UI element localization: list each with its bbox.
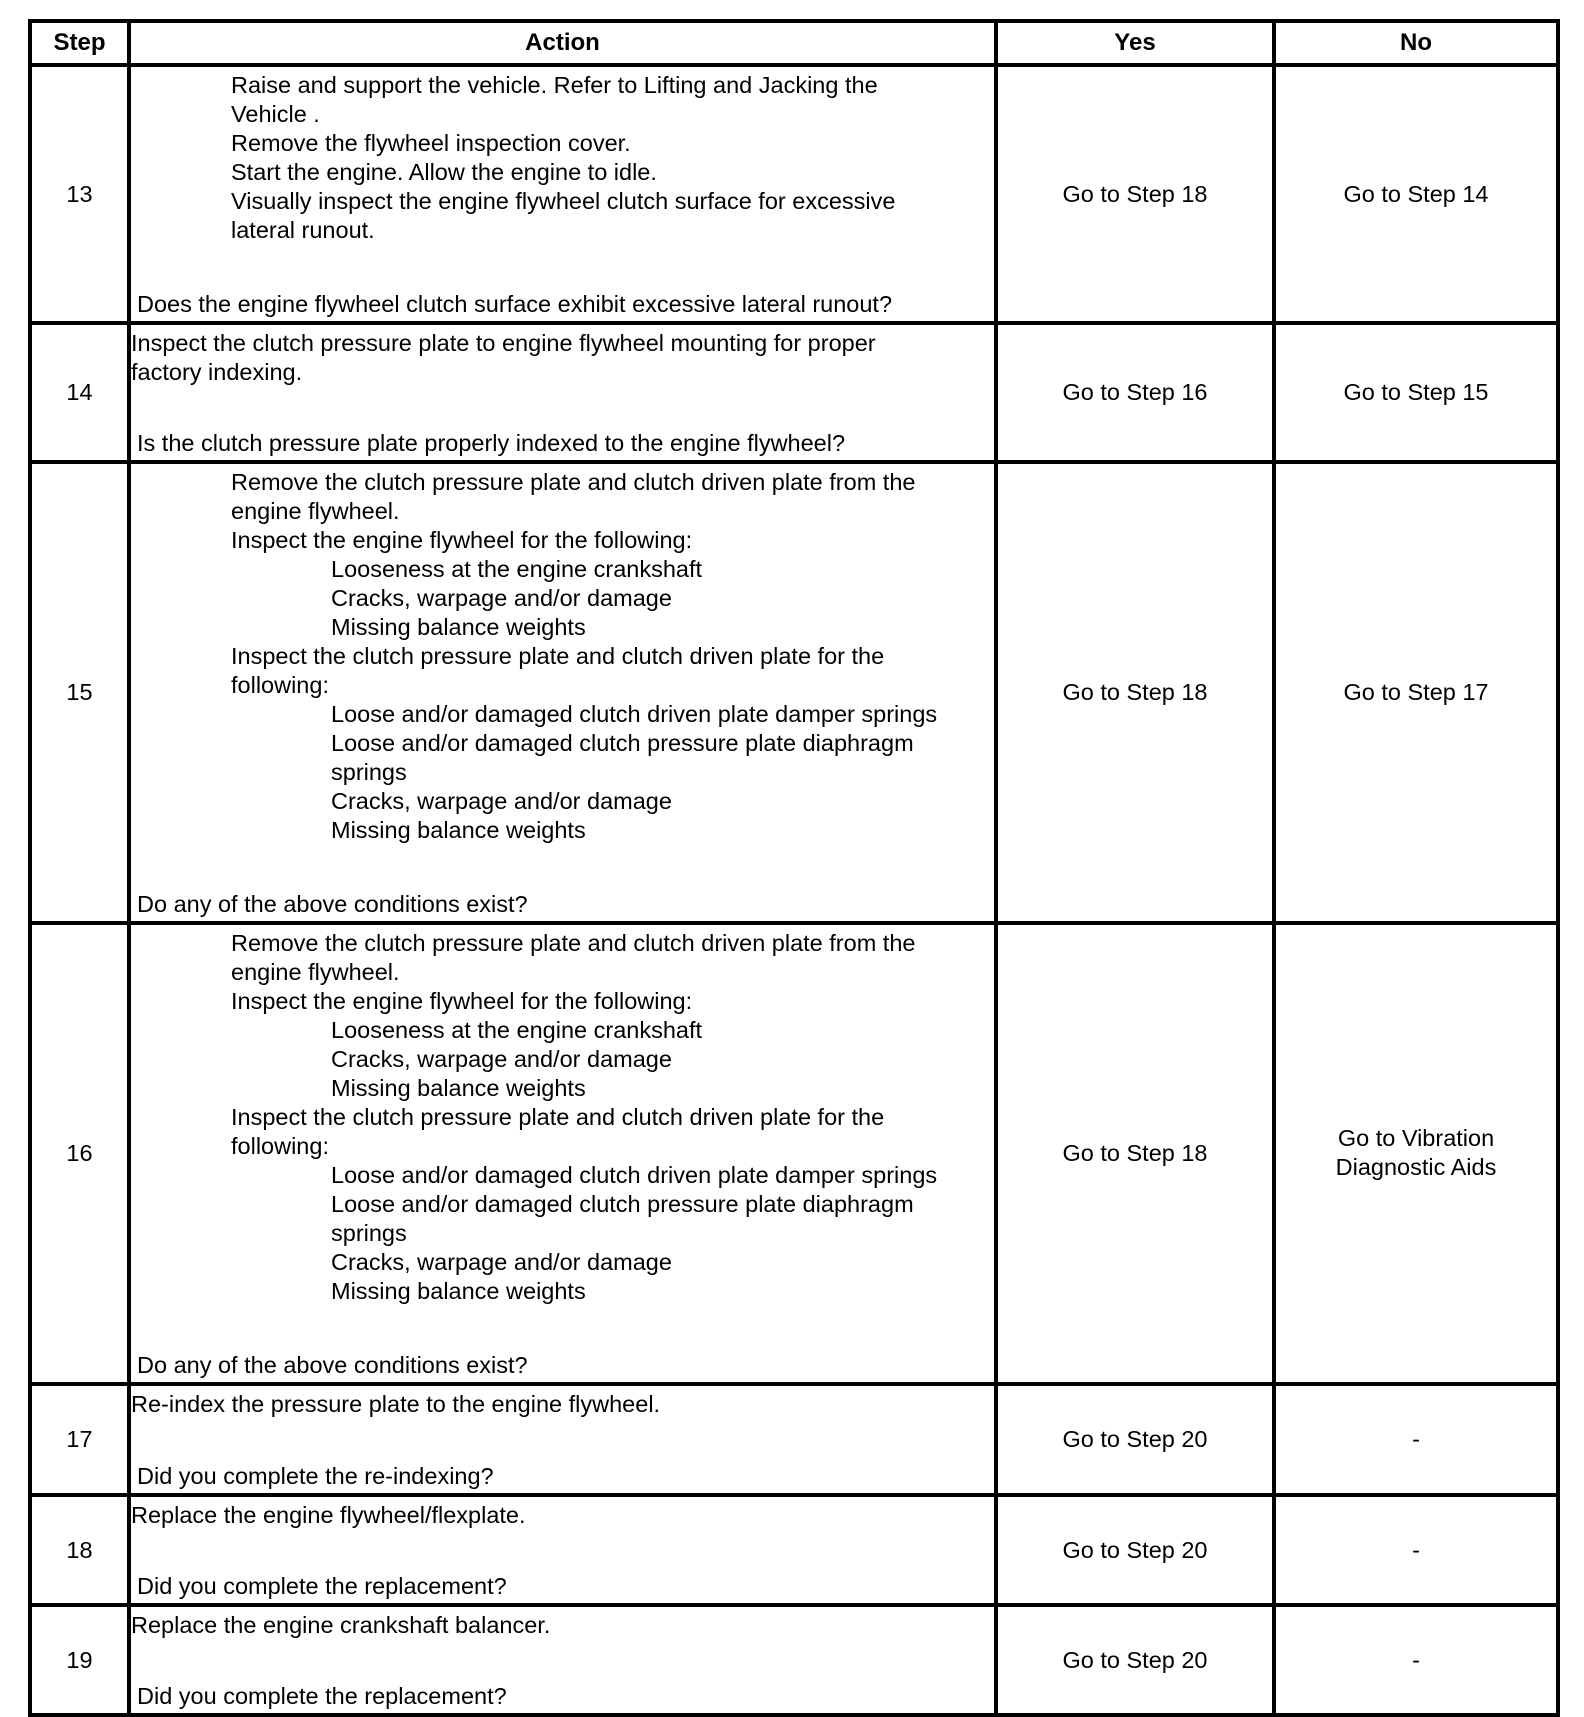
action-line: following: (231, 1133, 329, 1159)
table-row (30, 462, 1558, 923)
action-question: Did you complete the replacement? (137, 1573, 507, 1599)
yes-result: Go to Step 20 (996, 1384, 1274, 1495)
action-line: Remove the clutch pressure plate and clutch driven plate from the (231, 469, 916, 495)
action-line: Missing balance weights (331, 614, 586, 640)
action-question: Do any of the above conditions exist? (137, 891, 528, 917)
action-question: Is the clutch pressure plate properly indexed to the engine flywheel? (137, 430, 846, 456)
table-body (30, 65, 1558, 1715)
action-line: springs (331, 1220, 407, 1246)
action-question: Did you complete the replacement? (137, 1683, 507, 1709)
no-result: - (1274, 1495, 1558, 1605)
action-cell (129, 923, 996, 1384)
header-yes: Yes (996, 21, 1274, 65)
action-question: Did you complete the re-indexing? (137, 1463, 494, 1489)
action-cell (129, 1605, 996, 1715)
step-number: 13 (30, 65, 129, 323)
action-line: Cracks, warpage and/or damage (331, 1046, 672, 1072)
diagnostic-table (28, 19, 1560, 1717)
table-row (30, 923, 1558, 1384)
action-line: Inspect the clutch pressure plate and clutch driven plate for the (231, 643, 885, 669)
action-cell (129, 1495, 996, 1605)
action-line: Re-index the pressure plate to the engine flywheel. (131, 1391, 661, 1417)
no-result: Go to Step 14 (1274, 65, 1558, 323)
action-line: Raise and support the vehicle. Refer to Lifting and Jacking the (231, 72, 878, 98)
yes-result: Go to Step 18 (996, 462, 1274, 923)
action-steps (131, 468, 994, 845)
action-line: factory indexing. (131, 359, 303, 385)
action-steps (131, 71, 994, 245)
yes-result: Go to Step 20 (996, 1495, 1274, 1605)
action-line: Inspect the engine flywheel for the following: (231, 527, 693, 553)
table-row (30, 1605, 1558, 1715)
step-number: 15 (30, 462, 129, 923)
step-number: 16 (30, 923, 129, 1384)
action-line: Vehicle . (231, 101, 320, 127)
no-result: Go to Step 17 (1274, 462, 1558, 923)
no-result: - (1274, 1605, 1558, 1715)
header-row (30, 21, 1558, 65)
table-row (30, 323, 1558, 462)
action-line: Cracks, warpage and/or damage (331, 1249, 672, 1275)
no-result: Go to Step 15 (1274, 323, 1558, 462)
action-line: Cracks, warpage and/or damage (331, 585, 672, 611)
action-line: Remove the clutch pressure plate and clutch driven plate from the (231, 930, 916, 956)
action-line: Replace the engine crankshaft balancer. (131, 1612, 551, 1638)
header-action: Action (129, 21, 996, 65)
step-number: 14 (30, 323, 129, 462)
action-line: Loose and/or damaged clutch pressure plate diaphragm (331, 1191, 914, 1217)
step-number: 18 (30, 1495, 129, 1605)
action-line: Inspect the engine flywheel for the following: (231, 988, 693, 1014)
action-cell (129, 1384, 996, 1495)
yes-result: Go to Step 20 (996, 1605, 1274, 1715)
action-line: Loose and/or damaged clutch driven plate damper springs (331, 701, 938, 727)
action-line: Remove the flywheel inspection cover. (231, 130, 631, 156)
action-line: Cracks, warpage and/or damage (331, 788, 672, 814)
action-line: following: (231, 672, 329, 698)
action-cell (129, 323, 996, 462)
action-line: engine flywheel. (231, 959, 400, 985)
action-line: lateral runout. (231, 217, 375, 243)
header-step: Step (30, 21, 129, 65)
action-steps (131, 1611, 994, 1640)
action-steps (131, 1390, 994, 1419)
action-line: springs (331, 759, 407, 785)
action-cell (129, 65, 996, 323)
action-line: Loose and/or damaged clutch driven plate damper springs (331, 1162, 938, 1188)
yes-result: Go to Step 16 (996, 323, 1274, 462)
action-line: Loose and/or damaged clutch pressure plate diaphragm (331, 730, 914, 756)
step-number: 19 (30, 1605, 129, 1715)
action-line: Missing balance weights (331, 817, 586, 843)
action-line: Looseness at the engine crankshaft (331, 556, 703, 582)
yes-result: Go to Step 18 (996, 923, 1274, 1384)
yes-result: Go to Step 18 (996, 65, 1274, 323)
no-result: - (1274, 1384, 1558, 1495)
action-line: Looseness at the engine crankshaft (331, 1017, 703, 1043)
action-line: Inspect the clutch pressure plate and clutch driven plate for the (231, 1104, 885, 1130)
step-number: 17 (30, 1384, 129, 1495)
action-line: Start the engine. Allow the engine to idle. (231, 159, 657, 185)
action-cell (129, 462, 996, 923)
action-line: Missing balance weights (331, 1278, 586, 1304)
table-row (30, 65, 1558, 323)
action-steps (131, 929, 994, 1306)
no-result: Go to Vibration Diagnostic Aids (1274, 923, 1558, 1384)
header-no: No (1274, 21, 1558, 65)
action-line: Replace the engine flywheel/flexplate. (131, 1502, 526, 1528)
action-line: engine flywheel. (231, 498, 400, 524)
table-row (30, 1384, 1558, 1495)
action-question: Does the engine flywheel clutch surface exhibit excessive lateral runout? (137, 291, 893, 317)
action-steps (131, 329, 994, 387)
action-question: Do any of the above conditions exist? (137, 1352, 528, 1378)
action-line: Missing balance weights (331, 1075, 586, 1101)
action-line: Visually inspect the engine flywheel clutch surface for excessive (231, 188, 896, 214)
table-row (30, 1495, 1558, 1605)
action-line: Inspect the clutch pressure plate to engine flywheel mounting for proper (131, 330, 876, 356)
action-steps (131, 1501, 994, 1530)
